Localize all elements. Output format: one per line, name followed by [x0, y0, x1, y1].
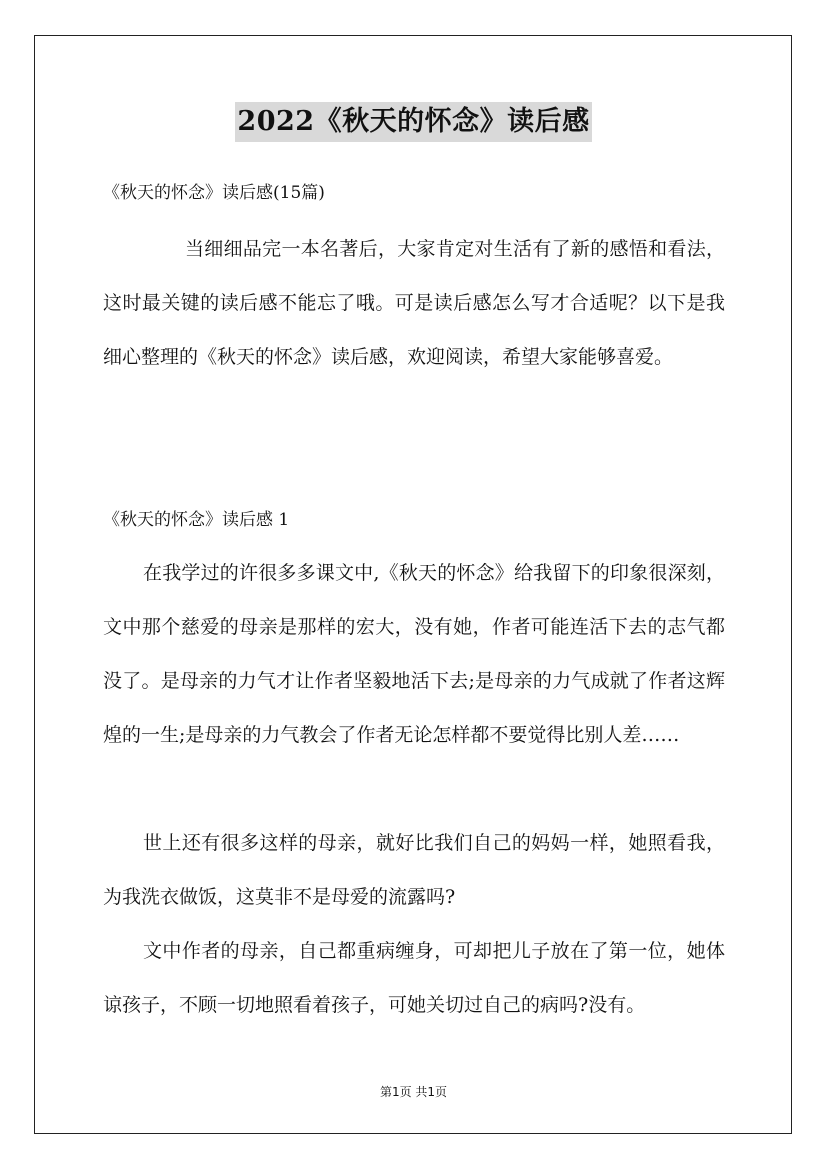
title-wrapper [0, 102, 827, 142]
body-paragraph-2: 世上还有很多这样的母亲，就好比我们自己的妈妈一样，她照看我，为我洗衣做饭，这莫非不是母爱的流露吗? [103, 832, 725, 908]
document-title: 2022《秋天的怀念》读后感 [235, 102, 591, 142]
document-subtitle: 《秋天的怀念》读后感(15篇) [103, 183, 325, 203]
body-paragraph-3: 文中作者的母亲，自己都重病缠身，可却把儿子放在了第一位，她体谅孩子，不顾一切地照看着孩子，可她关切过自己的病吗?没有。 [103, 940, 725, 1016]
body-paragraph-1: 在我学过的许很多多课文中,《秋天的怀念》给我留下的印象很深刻，文中那个慈爱的母亲是那样的宏大，没有她，作者可能连活下去的志气都没了。是母亲的力气才让作者坚毅地活下去;是母亲的力气成就了作者这辉煌的一生;是母亲的力气教会了作者无论怎样都不要觉得比别人差…… [103, 562, 725, 746]
section-heading: 《秋天的怀念》读后感 1 [103, 510, 290, 530]
page-footer: 第1页 共1页 [379, 1085, 448, 1099]
intro-paragraph: 当细细品完一本名著后，大家肯定对生活有了新的感悟和看法，这时最关键的读后感不能忘了哦。可是读后感怎么写才合适呢？以下是我细心整理的《秋天的怀念》读后感，欢迎阅读，希望大家能够喜爱。 [103, 238, 725, 368]
